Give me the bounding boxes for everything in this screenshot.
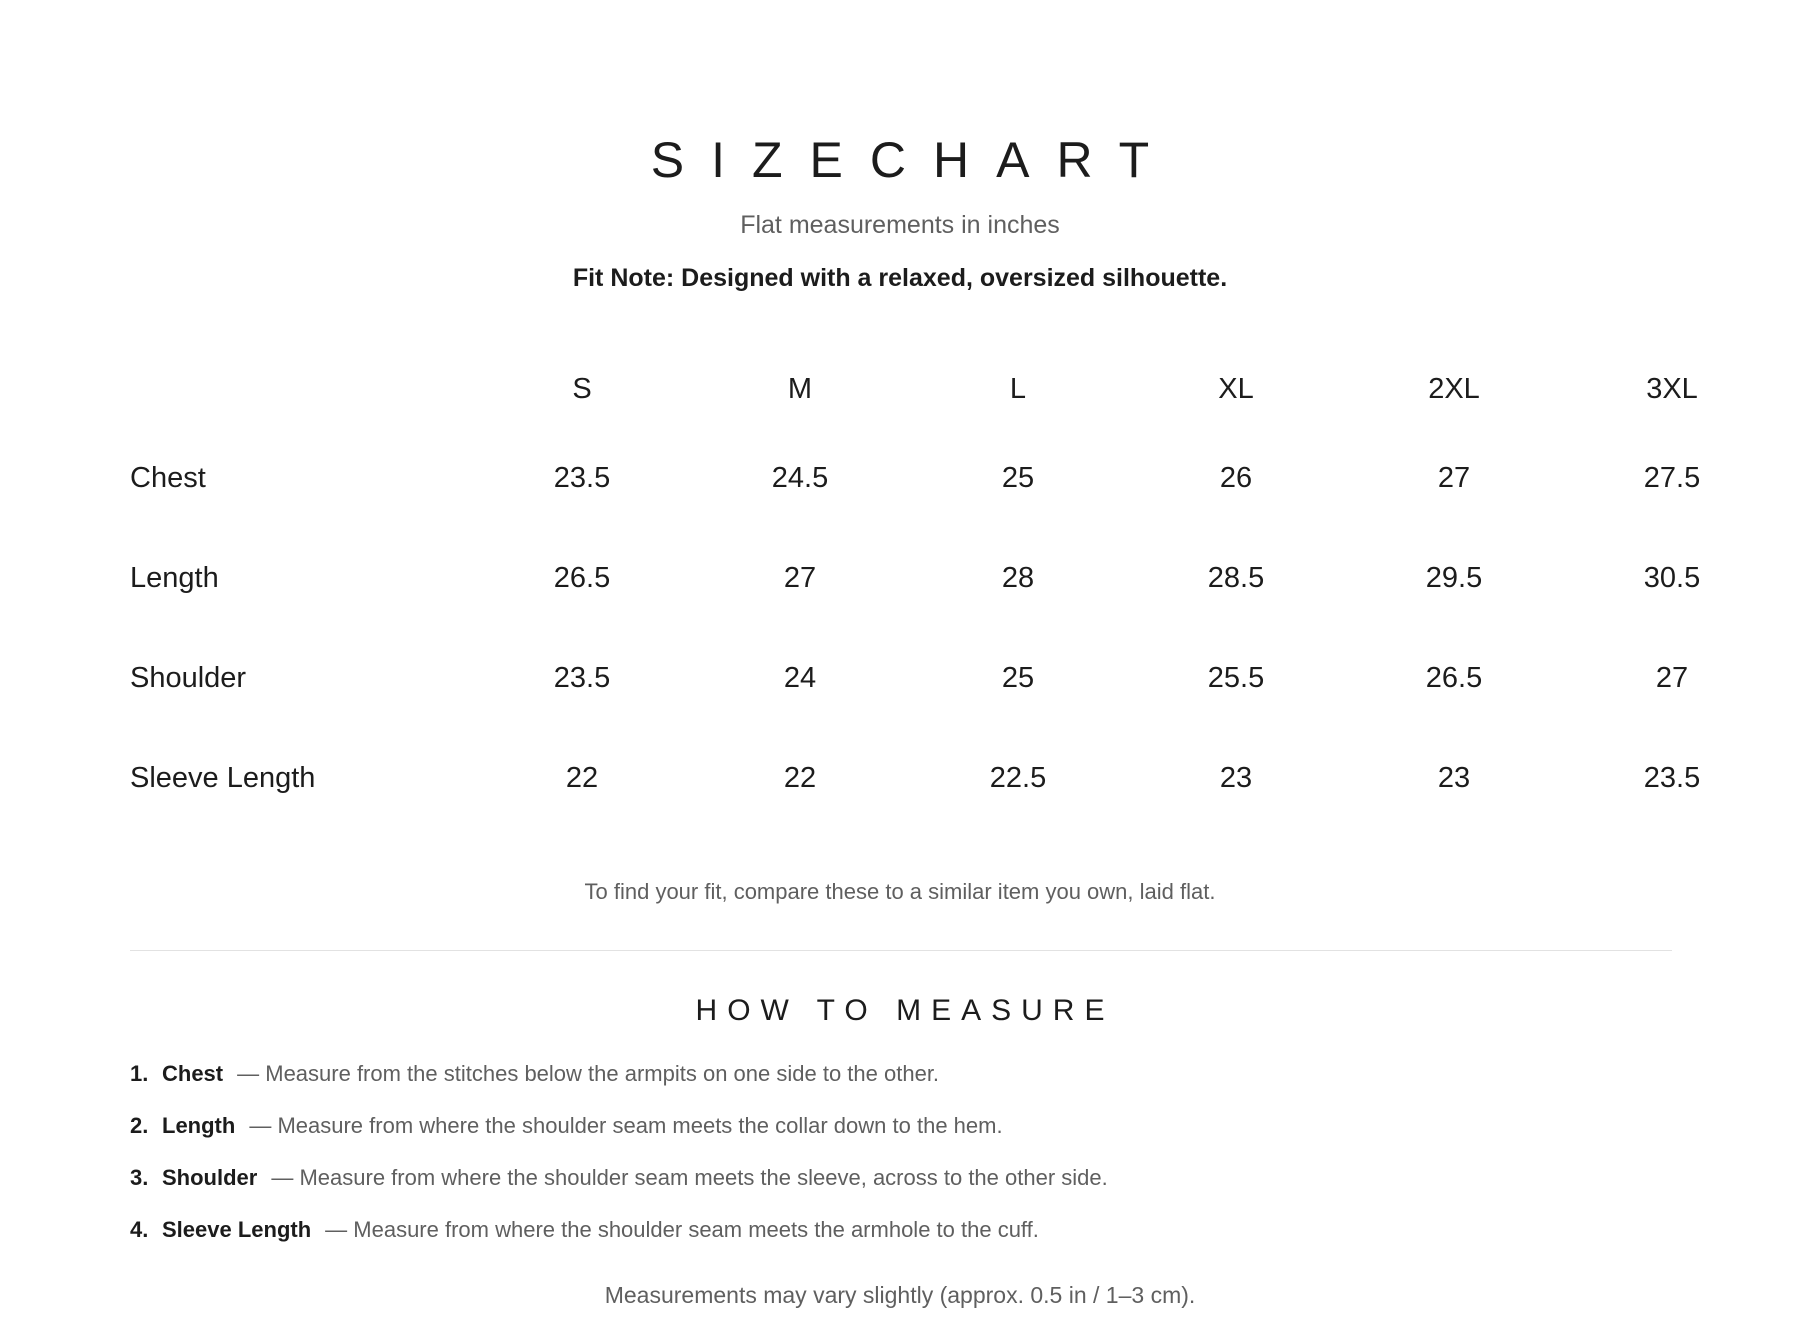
size-header-2xl: 2XL — [1428, 372, 1480, 405]
table-row-sleeve-length — [130, 728, 1781, 828]
fit-instruction-note: To find your fit, compare these to a similar item you own, laid flat. — [584, 879, 1216, 904]
table-cell: 25.5 — [1207, 661, 1265, 694]
table-cell: 27.5 — [1643, 461, 1701, 494]
step-name: Sleeve Length — [162, 1217, 312, 1242]
size-table-header — [130, 350, 1781, 428]
step-number: 4. — [130, 1217, 149, 1242]
row-label-chest: Chest — [130, 461, 206, 494]
step-description: — Measure from where the shoulder seam meets the armhole to the cuff. — [325, 1217, 1039, 1242]
size-header-3xl: 3XL — [1646, 372, 1698, 405]
table-cell: 27 — [1655, 661, 1689, 694]
page-title: SIZECHART — [650, 132, 1177, 188]
size-header-xl: XL — [1218, 372, 1254, 405]
list-item-sleeve-length — [130, 1214, 1670, 1266]
table-cell: 23 — [1219, 761, 1253, 794]
step-name: Shoulder — [162, 1165, 258, 1190]
list-item-length — [130, 1110, 1670, 1162]
table-cell: 23.5 — [553, 661, 611, 694]
table-cell: 26.5 — [1425, 661, 1483, 694]
step-number: 3. — [130, 1165, 149, 1190]
table-cell: 25 — [1001, 461, 1035, 494]
table-cell: 30.5 — [1643, 561, 1701, 594]
list-item-chest — [130, 1058, 1670, 1110]
size-header-row — [130, 350, 1781, 428]
measurement-disclaimer: Measurements may vary slightly (approx. 0.5 in / 1–3 cm). — [604, 1282, 1196, 1308]
step-number: 2. — [130, 1113, 149, 1138]
table-cell: 25 — [1001, 661, 1035, 694]
row-label-shoulder: Shoulder — [130, 661, 247, 694]
table-cell: 28 — [1001, 561, 1035, 594]
how-to-measure-list — [130, 1058, 1670, 1266]
table-cell: 27 — [1437, 461, 1471, 494]
table-cell: 22.5 — [989, 761, 1047, 794]
table-cell: 23.5 — [553, 461, 611, 494]
table-cell: 24.5 — [771, 461, 829, 494]
size-table-body — [130, 428, 1781, 828]
step-name: Length — [162, 1113, 236, 1138]
table-cell: 22 — [783, 761, 817, 794]
table-cell: 28.5 — [1207, 561, 1265, 594]
size-header-l: L — [1009, 372, 1027, 405]
how-to-measure-title: HOW TO MEASURE — [695, 994, 1115, 1027]
table-cell: 23.5 — [1643, 761, 1701, 794]
table-row-chest — [130, 428, 1781, 528]
list-item-shoulder — [130, 1162, 1670, 1214]
row-label-sleeve-length: Sleeve Length — [130, 761, 316, 794]
size-header-s: S — [572, 372, 592, 405]
table-cell: 24 — [783, 661, 817, 694]
step-description: — Measure from where the shoulder seam meets the sleeve, across to the other side. — [271, 1165, 1108, 1190]
table-cell: 26 — [1219, 461, 1253, 494]
table-row-length — [130, 528, 1781, 628]
page-subtitle: Flat measurements in inches — [740, 211, 1060, 239]
table-cell: 27 — [783, 561, 817, 594]
table-cell: 23 — [1437, 761, 1471, 794]
step-number: 1. — [130, 1061, 149, 1086]
row-label-length: Length — [130, 561, 219, 594]
section-divider — [130, 950, 1672, 951]
size-table — [130, 350, 1781, 828]
step-description: — Measure from the stitches below the armpits on one side to the other. — [237, 1061, 940, 1086]
table-corner-cell — [130, 350, 473, 428]
table-row-shoulder — [130, 628, 1781, 728]
table-cell: 29.5 — [1425, 561, 1483, 594]
size-header-m: M — [787, 372, 813, 405]
table-cell: 26.5 — [553, 561, 611, 594]
step-name: Chest — [162, 1061, 224, 1086]
table-cell: 22 — [565, 761, 599, 794]
fit-note: Fit Note: Designed with a relaxed, oversized silhouette. — [572, 264, 1228, 292]
step-description: — Measure from where the shoulder seam meets the collar down to the hem. — [249, 1113, 1003, 1138]
